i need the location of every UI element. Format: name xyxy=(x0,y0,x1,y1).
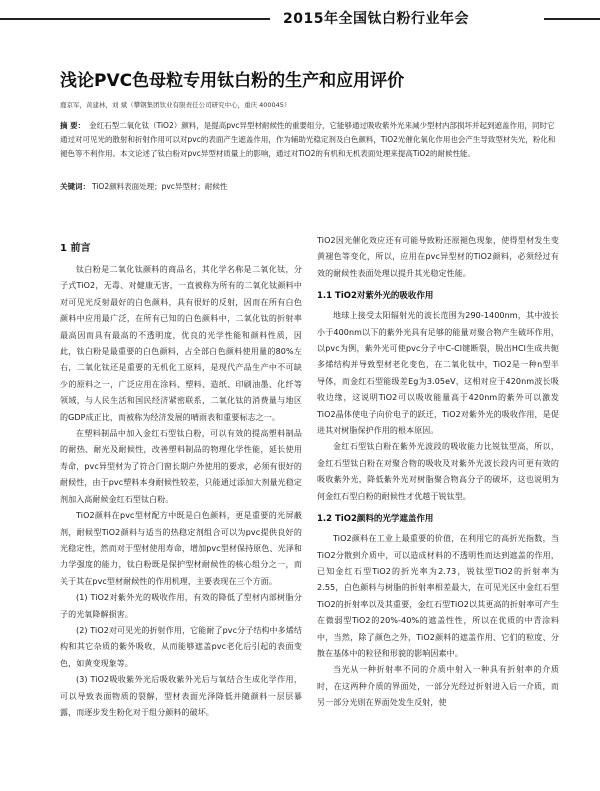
right-column xyxy=(317,233,559,712)
paragraph: 当光从一种折射率不同的介质中射入一种具有折射率的介质时，在这两种介质的界面处，一部分光经过折射进入后一介质，而另一部分光则在界面处发生反射，使 xyxy=(317,665,559,708)
paragraph: TiO2因光催化效应还有可能导致粉还原褪色现象，使得型材发生变黄褪色等变化，所以，应用在pvc异型材的TiO2颜料，必须经过有效的耐候性表面处理以提升其光稳定性能。 xyxy=(317,236,559,278)
keywords-text: TiO2颜料表面处理；pvc异型材；耐候性 xyxy=(92,182,228,191)
paragraph: TiO2颜料在工业上最重要的价值，在利用它的高折光指数，当TiO2分散到介质中，可以造成材料的不透明性而达到遮盖的作用，已知金红石型TiO2的折光率为2.73，锐钛型TiO2的折射率为2.55，白色颜料与树脂的折射率相差最大，在可见光区中金红石型TiO2的折射率以及其重要，金红石型TiO2以其更高的折射率可产生在微弱型TiO2的20%-40%的遮盖性性，所以在优质的中青涂料中，当然，除了颜色之外，TiO2颜料的遮盖作用、它们的粒度、分散在基体中的粒径和形貌的影响因素中。 xyxy=(317,534,559,658)
conference-title: 2015年全国钛白粉行业年会 xyxy=(283,11,469,27)
subsection-heading-optical-hiding: 1.2 TiO2颜料的光学遮盖作用 xyxy=(317,514,434,525)
paragraph: 钛白粉是二氧化钛颜料的商品名，其化学名称是二氧化钛，分子式TiO2，无毒、对健康无害，一直被称为所有的二氧化钛颜料中对可见光反射最好的白色颜料，具有很好的反射，因而在所有白色颜料中应用最广泛，在所有已知的白色颜料中，二氧化钛的折射率最高因而具有最高的不透明度，优良的光学性能和颜料性质，因此，钛白粉是最重要的白色颜料，占全部白色颜料使用量的80%左右，二氧化钛还是重要的无机化工原料，是现代产品生产中不可缺少的原料之一，广泛应用在涂料、塑料、造纸、印刷油墨、化纤等领域，与人民生活和国民经济紧密联系，二氧化钛的消费量与地区的GDP成正比，而被称为经济发展的晴雨表和重要标志之一。 xyxy=(60,265,302,422)
abstract-text: 金红石型二氧化钛（TiO2）颜料，是提高pvc异型材耐候性的重要组分，它能够通过吸收紫外光来减少型材内部损坏并起到遮盖作用，同时它通过对可见光的散射和折射作用可以对pvc的表面产生遮盖作用，作为辅助光稳定剂及白色颜料，TiO2光催化氧化作用也会产生导致型材失光，粉化和褪色等不利作用。本文论述了钛白粉对pvc异型材质量上的影响，通过对TiO2的有机和无机表面处理来提高TiO2的耐候性能。 xyxy=(60,121,556,158)
paragraph: 在塑料制品中加入金红石型钛白粉，可以有效的提高塑料制品的耐热、耐光及耐候性，改善塑料制品的物理化学性能，延长使用寿命，pvc异型材为了符合门窗长期户外使用的要求，必须有很好的耐候性，由于pvc塑料本身耐候性较差，只能通过添加大剂量光稳定剂加入高耐候金红石型钛白粉。 xyxy=(60,429,302,504)
abstract-block xyxy=(60,119,558,161)
article-title: 浅论PVC色母粒专用钛白粉的生产和应用评价 xyxy=(60,71,405,91)
keywords-line xyxy=(60,181,558,193)
paragraph: (1) TiO2对紫外光的吸收作用，有效的降低了型材内部树脂分子的光氧降解损害。 xyxy=(60,593,302,619)
paragraph: (2) TiO2对可见光的折射作用，它能耐了pvc分子结构中多烯结构和其它杂质的紫外吸收，从而能够遮盖pvc老化后引起的表面变色，如黄变现象等。 xyxy=(60,625,302,668)
author-line: 鹿京军，黄建林，刘 斌（攀钢集团钛业有限责任公司研究中心，重庆 400045） xyxy=(60,101,291,109)
paragraph: 地球上接受太阳辐射光的波长范围为290-1400nm，其中波长小于400nm以下的紫外光具有足够的能量对聚合物产生破坏作用，以pvc为例，紫外光可使pvc分子中C-Cl键断裂，脱出HCl生成共轭多烯结构并导致型材老化变色，在二氧化钛中，TiO2是一种n型半导体，而金红石型能级差Eg为3.05eV，这相对应于420nm波长吸收边缘，这说明TiO2可以吸收能量高于420nm的紫外可以激发TiO2晶体使电子向价电子的跃迁，TiO2对紫外光的吸收作用，是促进其对树脂保护作用的根本原因。 xyxy=(317,311,559,436)
left-column xyxy=(60,234,302,721)
paragraph: (3) TiO2吸收紫外光后吸收紫外光后与氧结合生成化学作用，可以导致表面物质的裂解，型材表面光泽降低并随颜料一层层暴露，而逐步发生粉化对于组分颜料的破坏。 xyxy=(60,675,302,717)
section-heading-introduction: 1 前言 xyxy=(60,243,91,254)
abstract-paragraph xyxy=(60,119,558,161)
subsection-heading-uv-absorption: 1.1 TiO2对紫外光的吸收作用 xyxy=(317,291,434,302)
running-header xyxy=(0,8,600,28)
paragraph: TiO2颜料在pvc型材配方中既是白色颜料，更是重要的光屏蔽剂，耐候型TiO2颜料与适当的热稳定剂组合可以为pvc提供良好的光稳定性，然而对于型材使用寿命，增加pvc型材保持原色、光泽和力学强度的能力，钛白粉既是保护型材耐候性的核心组分之一，而关于其在pvc型材耐候性的作用机理，主要表现在三个方面。 xyxy=(60,511,302,586)
keywords-label: 关键词： xyxy=(60,182,90,191)
header-rule-left xyxy=(0,18,270,20)
header-rule-right xyxy=(544,18,600,20)
abstract-label: 摘 要： xyxy=(60,121,86,130)
paragraph: 金红石型钛白粉在紫外光波段的吸收能力比锐钛型高，所以，金红石型钛白粉在对聚合物的吸收及对紫外光波长段内可更有效的吸收紫外光，降低紫外光对树脂聚合物高分子的破坏，这也说明为何金红石型白粉的耐候性才优越于锐钛型。 xyxy=(317,442,559,501)
